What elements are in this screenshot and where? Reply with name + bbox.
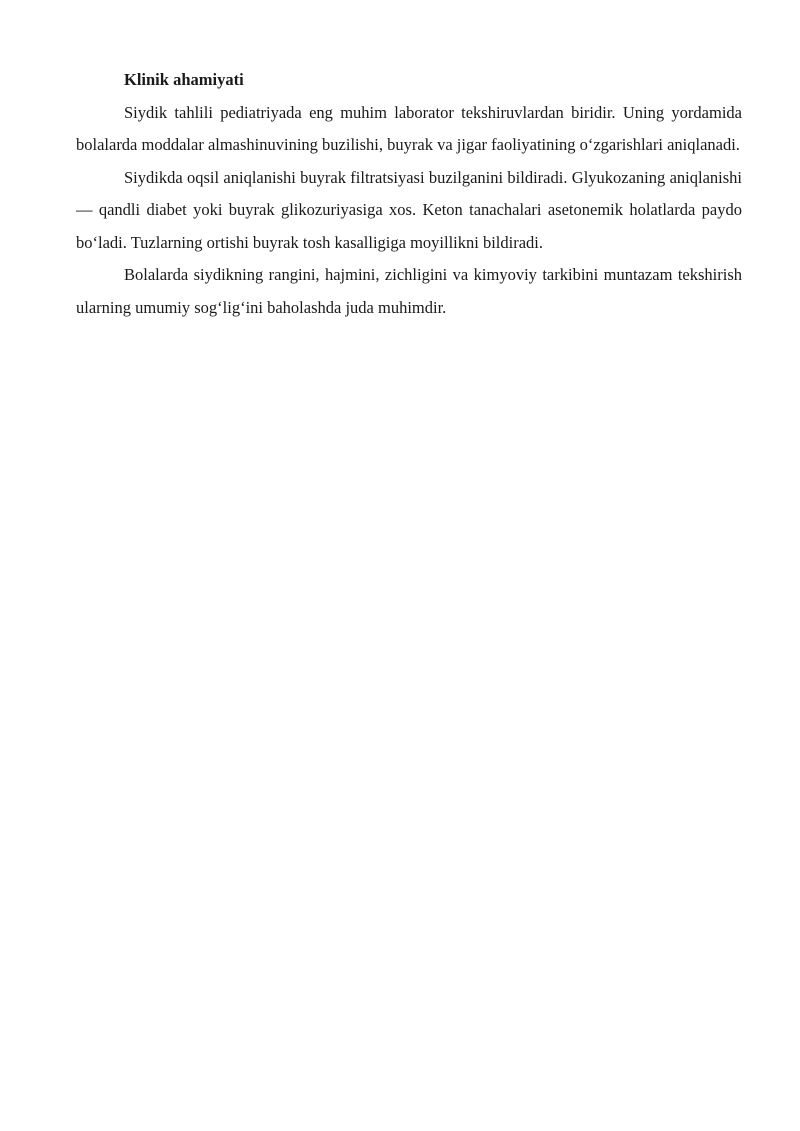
document-body [76, 64, 742, 324]
section-heading: Klinik ahamiyati [124, 70, 244, 89]
paragraph-1: Siydik tahlili pediatriyada eng muhim laborator tekshiruvlardan biridir. Uning yordamida bolalarda moddalar almashinuvining buzilishi, buyrak va jigar faoliyatining o‘zgarishlari aniqlanadi. [76, 102, 742, 154]
paragraph-2: Siydikda oqsil aniqlanishi buyrak filtratsiyasi buzilganini bildiradi. Glyukozaning aniqlanishi — qandli diabet yoki buyrak glikozuriyasiga xos. Keton tanachalari asetonemik holatlarda paydo bo‘ladi. Tuzlarning ortishi buyrak tosh kasalligiga moyillikni bildiradi. [76, 167, 742, 252]
paragraph-3: Bolalarda siydikning rangini, hajmini, zichligini va kimyoviy tarkibini muntazam tekshirish ularning umumiy sog‘lig‘ini baholashda juda muhimdir. [76, 265, 742, 317]
